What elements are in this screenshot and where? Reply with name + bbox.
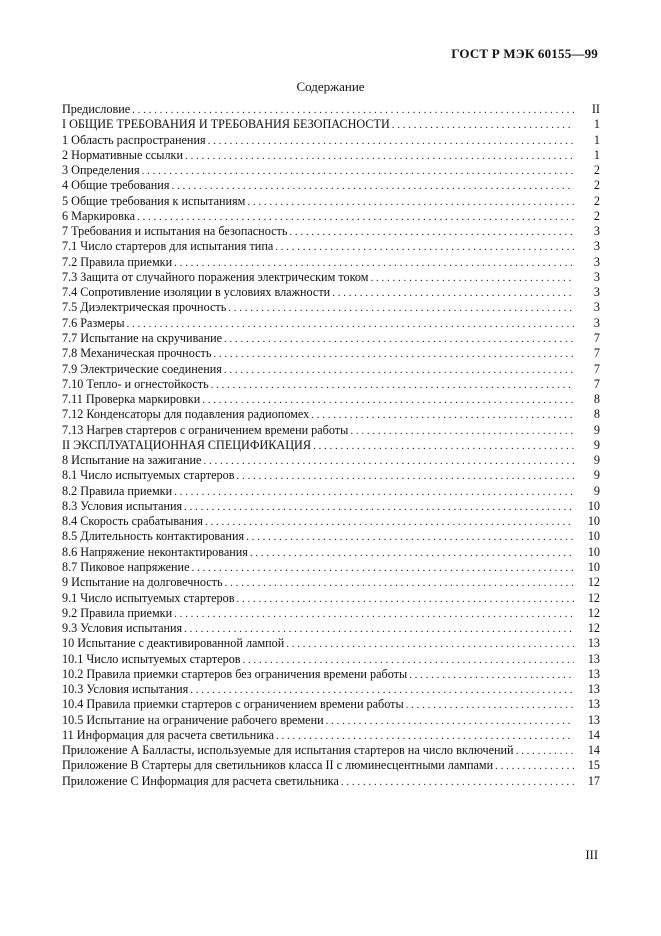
toc-entry-page: 3 [593,300,600,315]
toc-entry-label: 8.1 Число испытуемых стартеров [62,468,235,483]
toc-entry-label: II ЭКСПЛУАТАЦИОННАЯ СПЕЦИФИКАЦИЯ [62,437,311,452]
toc-entry-label: 10.4 Правила приемки стартеров с ограничением времени работы [62,697,404,712]
toc-entry-page: 15 [587,758,600,773]
toc-leader-dots [184,500,574,515]
toc-entry-label: 10 Испытание с деактивированной лампой [62,636,285,651]
toc-entry-page: 9 [593,483,600,498]
toc-leader-dots [171,179,574,194]
toc-entry-page: 10 [587,529,600,544]
toc-entry [62,545,600,560]
toc-entry-page: 2 [593,178,600,193]
toc-entry-page: 3 [593,269,600,284]
toc-entry-label: 9.3 Условия испытания [62,621,183,636]
toc-entry-page: 12 [587,575,600,590]
toc-entry-page: 3 [593,224,600,239]
toc-entry [62,560,600,575]
toc-entry-page: 12 [587,590,600,605]
toc-leader-dots [406,698,574,713]
toc-entry-label: 7.5 Диэлектрическая прочность [62,300,227,315]
toc-leader-dots [190,683,574,698]
toc-entry-page: II [591,102,600,116]
toc-entry-label: Приложение В Стартеры для светильников класса II с люминесцентными лампами [62,758,494,773]
toc-entry-label: 1 Область распространения [62,132,206,147]
toc-entry [62,758,600,773]
toc-leader-dots [224,363,574,378]
toc-entry [62,697,600,712]
toc-leader-dots [247,195,574,210]
toc-entry-page: 9 [593,468,600,483]
toc-entry-page: 9 [593,422,600,437]
toc-entry-label: 6 Маркировка [62,208,136,223]
toc-entry [62,484,600,499]
toc-entry [62,316,600,331]
toc-entry-label: 7.3 Защита от случайного поражения электрическим током [62,269,369,284]
toc-entry [62,606,600,621]
toc-leader-dots [174,256,574,271]
toc-entry-page: 12 [587,621,600,636]
toc-leader-dots [332,286,574,301]
toc-entry-label: 7.12 Конденсаторы для подавления радиопомех [62,407,310,422]
toc-entry-label: 10.5 Испытание на ограничение рабочего времени [62,712,324,727]
toc-entry-label: 3 Определения [62,163,140,178]
toc-entry-page: 13 [587,666,600,681]
document-code: ГОСТ Р МЭК 60155—99 [451,46,598,61]
toc-entry-page: 13 [587,651,600,666]
toc-entry [62,102,600,117]
toc-entry [62,591,600,606]
toc-entry [62,468,600,483]
toc-leader-dots [516,744,574,759]
toc-entry [62,774,600,789]
toc-entry-page: 14 [587,727,600,742]
toc-leader-dots [137,210,574,225]
toc-entry-page: 10 [587,498,600,513]
toc-entry-label: 5 Общие требования к испытаниям [62,193,246,208]
toc-entry [62,636,600,651]
toc-leader-dots [132,103,574,118]
toc-leader-dots [276,729,574,744]
toc-entry [62,499,600,514]
toc-entry-page: 8 [593,407,600,422]
toc-leader-dots [313,439,574,454]
toc-entry-label: 10.3 Условия испытания [62,682,189,697]
toc-entry-label: 8.3 Условия испытания [62,498,183,513]
toc-entry-label: 7.7 Испытание на скручивание [62,330,223,345]
toc-entry [62,423,600,438]
toc-leader-dots [495,759,574,774]
toc-entry-label: 7.13 Нагрев стартеров с ограничением времени работы [62,422,349,437]
toc-entry-page: 3 [593,285,600,300]
toc-entry-label: 8.2 Правила приемки [62,483,173,498]
toc-entry-page: 1 [593,147,600,162]
toc-leader-dots [127,317,574,332]
toc-entry-page: 9 [593,453,600,468]
toc-entry [62,514,600,529]
toc-entry-page: 13 [587,682,600,697]
toc-entry-page: 9 [593,437,600,452]
toc-leader-dots [142,164,574,179]
toc-entry-label: Приложение С Информация для расчета светильника [62,773,339,788]
toc-entry-label: 7.2 Правила приемки [62,254,173,269]
toc-entry [62,270,600,285]
toc-leader-dots [370,271,574,286]
toc-entry-label: 8 Испытание на зажигание [62,453,202,468]
toc-entry-page: 2 [593,193,600,208]
toc-leader-dots [192,561,575,576]
toc-entry-page: 3 [593,315,600,330]
toc-entry [62,362,600,377]
toc-entry-label: 7.1 Число стартеров для испытания типа [62,239,274,254]
toc-entry [62,178,600,193]
toc-entry-page: 1 [593,132,600,147]
toc-leader-dots [213,347,574,362]
toc-entry [62,148,600,163]
toc-leader-dots [203,454,574,469]
toc-leader-dots [275,240,574,255]
toc-entry-page: 2 [593,163,600,178]
toc-entry-page: 10 [587,514,600,529]
toc-leader-dots [208,134,574,149]
toc-leader-dots [311,408,574,423]
toc-entry-label: 8.5 Длительность контактирования [62,529,245,544]
toc-leader-dots [246,530,574,545]
toc-entry [62,285,600,300]
toc-entry [62,377,600,392]
toc-entry-label: 8.6 Напряжение неконтактирования [62,544,248,559]
toc-entry-page: 13 [587,636,600,651]
toc-entry-label: Предисловие [62,102,131,116]
toc-entry [62,652,600,667]
toc-leader-dots [326,714,574,729]
toc-entry-label: 11 Информация для расчета светильника [62,727,274,742]
toc-entry [62,453,600,468]
toc-entry [62,209,600,224]
toc-entry [62,392,600,407]
toc-entry-label: 4 Общие требования [62,178,170,193]
toc-entry [62,713,600,728]
toc-entry-page: 8 [593,392,600,407]
toc-entry [62,346,600,361]
toc-entry [62,224,600,239]
toc-entry-label: 7.4 Сопротивление изоляции в условиях влажности [62,285,331,300]
toc-leader-dots [409,668,574,683]
toc-entry [62,255,600,270]
toc-entry-label: 7.11 Проверка маркировки [62,392,201,407]
toc-entry [62,529,600,544]
toc-leader-dots [174,607,574,622]
toc-entry-label: 9 Испытание на долговечность [62,575,223,590]
toc-entry-label: Приложение А Балласты, используемые для испытания стартеров на число включений [62,743,514,758]
toc-entry [62,743,600,758]
toc-entry-label: 7 Требования и испытания на безопасность [62,224,288,239]
toc-entry-page: 10 [587,559,600,574]
toc-leader-dots [225,576,574,591]
toc-entry [62,300,600,315]
toc-leader-dots [392,118,574,133]
toc-entry [62,239,600,254]
toc-entry [62,331,600,346]
toc-entry-page: 13 [587,712,600,727]
toc-entry-label: 2 Нормативные ссылки [62,147,183,162]
toc-entry-page: 2 [593,208,600,223]
toc-entry-label: 7.9 Электрические соединения [62,361,222,376]
toc-entry-label: I ОБЩИЕ ТРЕБОВАНИЯ И ТРЕБОВАНИЯ БЕЗОПАСНОСТИ [62,117,390,132]
toc-leader-dots [350,424,574,439]
toc-entry [62,194,600,209]
toc-leader-dots [202,393,574,408]
toc-leader-dots [236,469,574,484]
toc-entry-page: 17 [587,773,600,788]
toc-leader-dots [184,622,574,637]
toc-leader-dots [174,485,574,500]
toc-entry-label: 7.6 Размеры [62,315,125,330]
table-of-contents [62,102,600,789]
toc-entry [62,575,600,590]
toc-leader-dots [211,378,574,393]
toc-leader-dots [185,149,574,164]
toc-entry [62,438,600,453]
toc-entry [62,621,600,636]
toc-leader-dots [243,653,574,668]
toc-entry [62,667,600,682]
toc-entry-page: 3 [593,254,600,269]
toc-leader-dots [286,637,574,652]
toc-entry-label: 10.1 Число испытуемых стартеров [62,651,241,666]
toc-entry-label: 7.10 Тепло- и огнестойкость [62,376,209,391]
toc-entry-page: 10 [587,544,600,559]
toc-entry [62,163,600,178]
toc-leader-dots [224,332,574,347]
toc-entry-label: 9.1 Число испытуемых стартеров [62,590,235,605]
toc-leader-dots [289,225,574,240]
toc-entry [62,728,600,743]
toc-entry-label: 9.2 Правила приемки [62,605,173,620]
toc-entry [62,133,600,148]
toc-title: Содержание [296,79,365,94]
toc-entry-page: 7 [593,346,600,361]
toc-entry-page: 12 [587,605,600,620]
toc-entry-label: 10.2 Правила приемки стартеров без ограничения времени работы [62,666,408,681]
toc-entry-label: 8.7 Пиковое напряжение [62,559,190,574]
toc-entry-page: 3 [593,239,600,254]
toc-entry-page: 1 [593,117,600,132]
toc-entry [62,117,600,132]
toc-entry-page: 14 [587,743,600,758]
toc-leader-dots [250,546,574,561]
toc-entry-label: 8.4 Скорость срабатывания [62,514,204,529]
toc-entry [62,682,600,697]
toc-leader-dots [205,515,574,530]
toc-entry-page: 7 [593,361,600,376]
toc-entry-page: 13 [587,697,600,712]
toc-entry-label: 7.8 Механическая прочность [62,346,212,361]
toc-leader-dots [228,301,574,316]
toc-leader-dots [341,775,574,790]
toc-leader-dots [236,592,574,607]
toc-entry [62,407,600,422]
toc-entry-page: 7 [593,330,600,345]
toc-entry-page: 7 [593,376,600,391]
page-number: III [585,848,598,862]
